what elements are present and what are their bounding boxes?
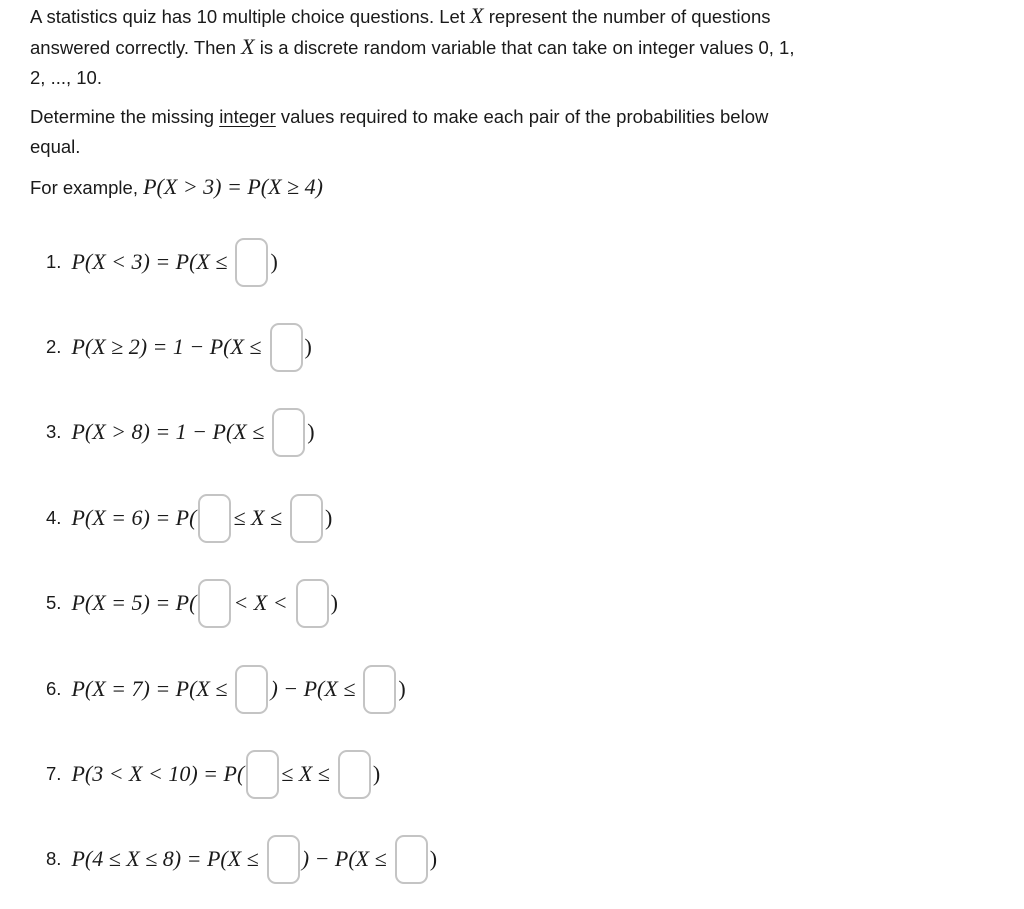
question-expression: P(X > 8) = 1 − P(X ≤: [71, 419, 265, 444]
intro-paragraph: A statistics quiz has 10 multiple choice questions. Let X represent the number of questions answered correctly. Then X is a discrete random variable that can take on integer values 0, 1, 2, ..., 10.: [30, 3, 795, 88]
question-expression: P(X ≥ 2) = 1 − P(X ≤: [71, 334, 262, 359]
question-3: [46, 407, 315, 457]
question-expression: ): [325, 505, 333, 530]
question-6: [46, 664, 406, 714]
question-expression: ): [330, 590, 338, 615]
variable-x: X: [241, 34, 255, 59]
question-expression: < X <: [233, 590, 288, 615]
answer-input-q4-upper[interactable]: [290, 494, 323, 543]
question-expression: ≤ X ≤: [233, 505, 283, 530]
question-expression: ≤ X ≤: [281, 761, 330, 786]
question-number: 1.: [46, 251, 62, 272]
question-expression: P(X = 6) = P(: [71, 505, 197, 530]
question-7: [46, 749, 380, 799]
question-expression: ) − P(X ≤: [270, 676, 356, 701]
answer-input-q5-lower[interactable]: [198, 579, 231, 628]
answer-input-q8-first[interactable]: [267, 835, 300, 884]
question-expression: ): [304, 334, 312, 359]
example-line: For example, P(X > 3) = P(X ≥ 4): [30, 174, 323, 199]
question-1: [46, 237, 278, 287]
answer-input-q3[interactable]: [272, 408, 305, 457]
answer-input-q6-first[interactable]: [235, 665, 268, 714]
question-expression: ): [429, 846, 438, 871]
integer-underlined: integer: [219, 106, 276, 127]
question-number: 2.: [46, 336, 62, 357]
question-number: 8.: [46, 848, 62, 869]
question-expression: ): [270, 249, 278, 274]
example-expression: P(X > 3) = P(X ≥ 4): [143, 174, 323, 199]
answer-input-q4-lower[interactable]: [198, 494, 231, 543]
question-4: [46, 493, 332, 543]
question-expression: ): [307, 419, 315, 444]
question-expression: P(X < 3) = P(X ≤: [71, 249, 228, 274]
answer-input-q8-second[interactable]: [395, 835, 428, 884]
question-expression: P(3 < X < 10) = P(: [71, 761, 245, 786]
answer-input-q6-second[interactable]: [363, 665, 396, 714]
answer-input-q1[interactable]: [235, 238, 268, 287]
question-number: 3.: [46, 421, 62, 442]
answer-input-q7-lower[interactable]: [246, 750, 279, 799]
variable-x: X: [470, 3, 484, 28]
question-5: [46, 578, 338, 628]
question-expression: ): [398, 676, 406, 701]
question-number: 4.: [46, 507, 62, 528]
question-number: 5.: [46, 592, 62, 613]
answer-input-q5-upper[interactable]: [296, 579, 329, 628]
question-number: 7.: [46, 763, 62, 784]
question-expression: P(4 ≤ X ≤ 8) = P(X ≤: [71, 846, 259, 871]
question-expression: P(X = 7) = P(X ≤: [71, 676, 228, 701]
question-expression: ) − P(X ≤: [301, 846, 387, 871]
question-expression: ): [372, 761, 381, 786]
question-2: [46, 322, 312, 372]
question-number: 6.: [46, 678, 62, 699]
answer-input-q7-upper[interactable]: [338, 750, 371, 799]
question-8: [46, 834, 437, 884]
question-expression: P(X = 5) = P(: [71, 590, 197, 615]
instruction-paragraph: Determine the missing integer values required to make each pair of the probabilities below equal.: [30, 106, 769, 157]
answer-input-q2[interactable]: [270, 323, 303, 372]
